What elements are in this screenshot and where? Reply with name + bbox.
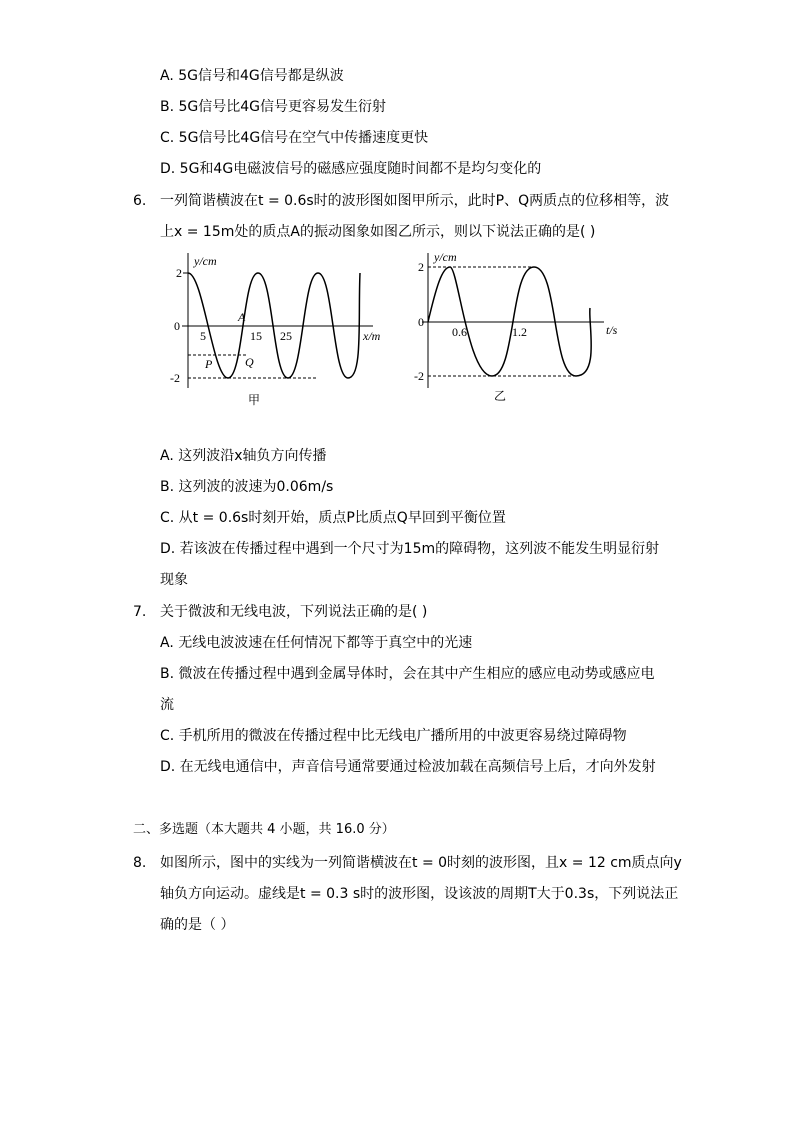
yi-xlabel: t/s [606,323,618,337]
q6-option-d-cont: 现象 [160,572,188,588]
yi-tick-1-2: 1.2 [512,325,527,339]
q8-line1: 如图所示，图中的实线为一列简谐横波在t = 0时刻的波形图，且x = 12 cm质点向y [160,855,682,871]
jia-point-q: Q [245,355,254,369]
section-heading-multi-choice: 二、多选题（本大题共 4 小题，共 16.0 分） [133,822,395,837]
q7-option-c: C. 手机所用的微波在传播过程中比无线电广播所用的中波更容易绕过障碍物 [160,728,627,744]
yi-caption: 乙 [494,389,507,403]
q7-option-b: B. 微波在传播过程中遇到金属导体时，会在其中产生相应的感应电动势或感应电 [160,666,655,682]
yi-tick-0-6: 0.6 [452,325,467,339]
jia-point-p: P [205,357,213,371]
q7-stem: 关于微波和无线电波，下列说法正确的是( ) [160,604,428,620]
jia-origin: 0 [174,319,180,333]
q7-option-a: A. 无线电波波速在任何情况下都等于真空中的光速 [160,635,473,651]
q6-option-d: D. 若该波在传播过程中遇到一个尺寸为15m的障碍物，这列波不能发生明显衍射 [160,541,660,557]
yi-y-top: 2 [418,260,424,274]
q7-number: 7. [133,604,147,620]
q6-stem-line2: 上x = 15m处的质点A的振动图象如图乙所示，则以下说法正确的是( ) [160,224,596,240]
jia-ylabel: y/cm [194,254,217,268]
q6-number: 6. [133,193,147,209]
q8-number: 8. [133,855,147,871]
yi-origin: 0 [418,315,424,329]
q6-option-a: A. 这列波沿x轴负方向传播 [160,448,327,464]
q5-option-c: C. 5G信号比4G信号在空气中传播速度更快 [160,130,429,146]
jia-tick-15: 15 [250,329,262,343]
jia-point-a: A [238,310,246,324]
jia-tick-25: 25 [280,329,292,343]
q6-option-b: B. 这列波的波速为0.06m/s [160,479,334,495]
q7-option-d: D. 在无线电通信中，声音信号通常要通过检波加载在高频信号上后，才向外发射 [160,759,656,775]
jia-tick-5: 5 [200,329,206,343]
q5-option-b: B. 5G信号比4G信号更容易发生衍射 [160,99,387,115]
q6-stem-line1: 一列简谐横波在t = 0.6s时的波形图如图甲所示，此时P、Q两质点的位移相等，波 [160,193,670,209]
yi-y-bottom: -2 [414,369,424,383]
jia-caption: 甲 [248,393,261,407]
figure-jia-wave-graph [168,248,408,408]
q6-option-c: C. 从t = 0.6s时刻开始，质点P比质点Q早回到平衡位置 [160,510,506,526]
q5-option-d: D. 5G和4G电磁波信号的磁感应强度随时间都不是均匀变化的 [160,161,542,177]
q5-option-a: A. 5G信号和4G信号都是纵波 [160,68,344,84]
jia-xlabel: x/m [363,329,381,343]
jia-y-bottom: -2 [170,371,180,385]
q7-option-b-cont: 流 [160,697,174,713]
figure-yi-vibration-graph [414,248,634,408]
jia-y-top: 2 [176,266,182,280]
q8-line2: 轴负方向运动。虚线是t = 0.3 s时的波形图，设该波的周期T大于0.3s，下列说法正 [160,886,679,902]
q8-line3: 确的是（ ） [160,917,235,933]
yi-ylabel: y/cm [434,250,457,264]
